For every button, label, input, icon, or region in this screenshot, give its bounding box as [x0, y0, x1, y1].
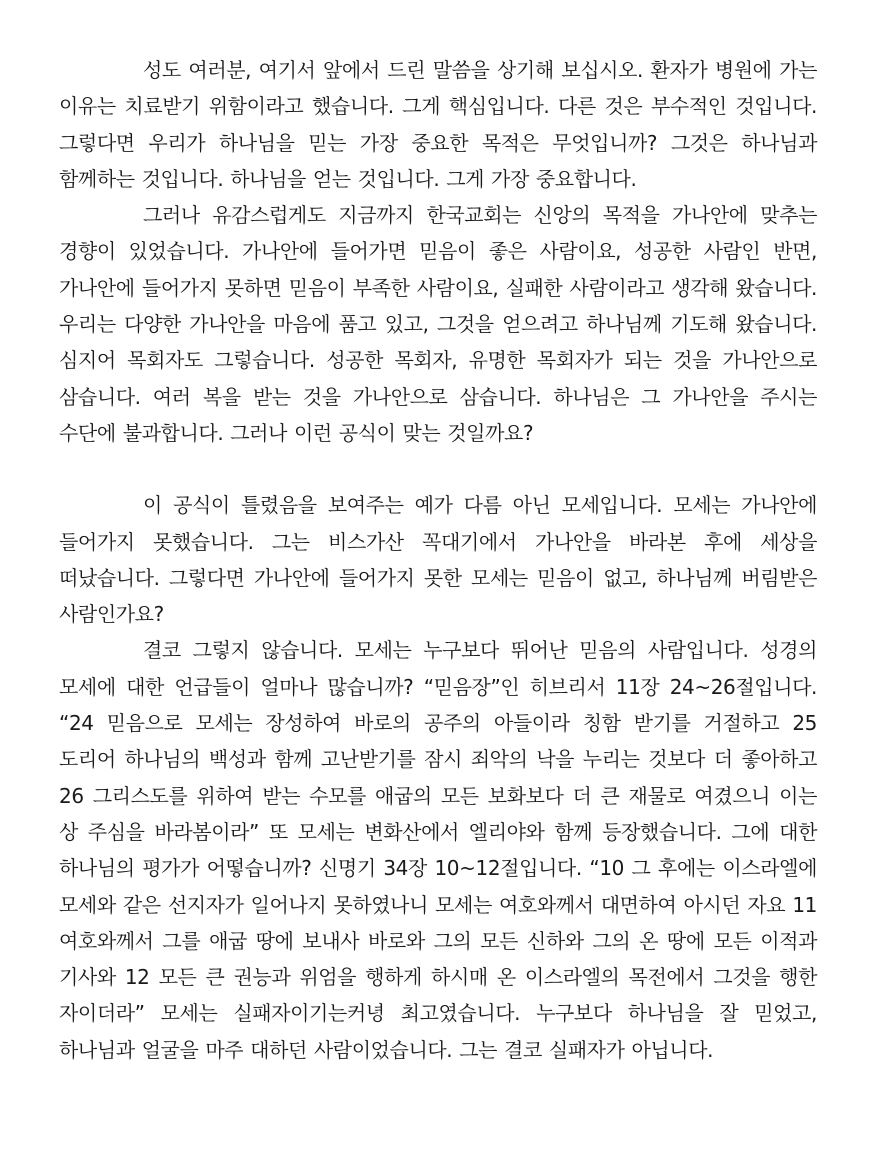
paragraph-3: 이 공식이 틀렸음을 보여주는 예가 다름 아닌 모세입니다. 모세는 가나안에 들어가지 못했습니다. 그는 비스가산 꼭대기에서 가나안을 바라본 후에 세상을 떠났습니다. 그렇다면 가나안에 들어가지 못한 모세는 믿음이 없고, 하나님께 버림받은 사람인가요?	[59, 493, 817, 627]
paragraph-gap	[59, 451, 817, 487]
paragraph-4: 결코 그렇지 않습니다. 모세는 누구보다 뛰어난 믿음의 사람입니다. 성경의 모세에 대한 언급들이 얼마나 많습니까? “믿음장”인 히브리서 11장 24~26절입니다. “24 믿음으로 모세는 장성하여 바로의 공주의 아들이라 칭함 받기를 거절하고 25 도리어 하나님의 백성과 함께 고난받기를 잠시 죄악의 낙을 누리는 것보다 더 좋아하고 26 그리스도를 위하여 받는 수모를 애굽의 모든 보화보다 더 큰 재물로 여겼으니 이는 상 주심을 바라봄이라” 또 모세는 변화산에서 엘리야와 함께 등장했습니다. 그에 대한 하나님의 평가가 어떻습니까? 신명기 34장 10~12절입니다. “10 그 후에는 이스라엘에 모세와 같은 선지자가 일어나지 못하였나니 모세는 여호와께서 대면하여 아시던 자요 11 여호와께서 그를 애굽 땅에 보내사 바로와 그의 모든 신하와 그의 온 땅에 모든 이적과 기사와 12 모든 큰 권능과 위엄을 행하게 하시매 온 이스라엘의 목전에서 그것을 행한 자이더라” 모세는 실패자이기는커녕 최고였습니다. 누구보다 하나님을 잘 믿었고, 하나님과 얼굴을 마주 대하던 사람이었습니다. 그는 결코 실패자가 아닙니다.	[59, 638, 817, 1062]
paragraph-2: 그러나 유감스럽게도 지금까지 한국교회는 신앙의 목적을 가나안에 맞추는 경향이 있었습니다. 가나안에 들어가면 믿음이 좋은 사람이요, 성공한 사람인 반면, 가나안에 들어가지 못하면 믿음이 부족한 사람이요, 실패한 사람이라고 생각해 왔습니다. 우리는 다양한 가나안을 마음에 품고 있고, 그것을 얻으려고 하나님께 기도해 왔습니다. 심지어 목회자도 그렇습니다. 성공한 목회자, 유명한 목회자가 되는 것을 가나안으로 삼습니다. 여러 복을 받는 것을 가나안으로 삼습니다. 하나님은 그 가나안을 주시는 수단에 불과합니다. 그러나 이런 공식이 맞는 것일까요?	[59, 203, 817, 445]
paragraph-1: 성도 여러분, 여기서 앞에서 드린 말씀을 상기해 보십시오. 환자가 병원에 가는 이유는 치료받기 위함이라고 했습니다. 그게 핵심입니다. 다른 것은 부수적인 것입니다. 그렇다면 우리가 하나님을 믿는 가장 중요한 목적은 무엇입니까? 그것은 하나님과 함께하는 것입니다. 하나님을 얻는 것입니다. 그게 가장 중요합니다.	[59, 58, 817, 191]
document-page	[59, 52, 817, 1068]
